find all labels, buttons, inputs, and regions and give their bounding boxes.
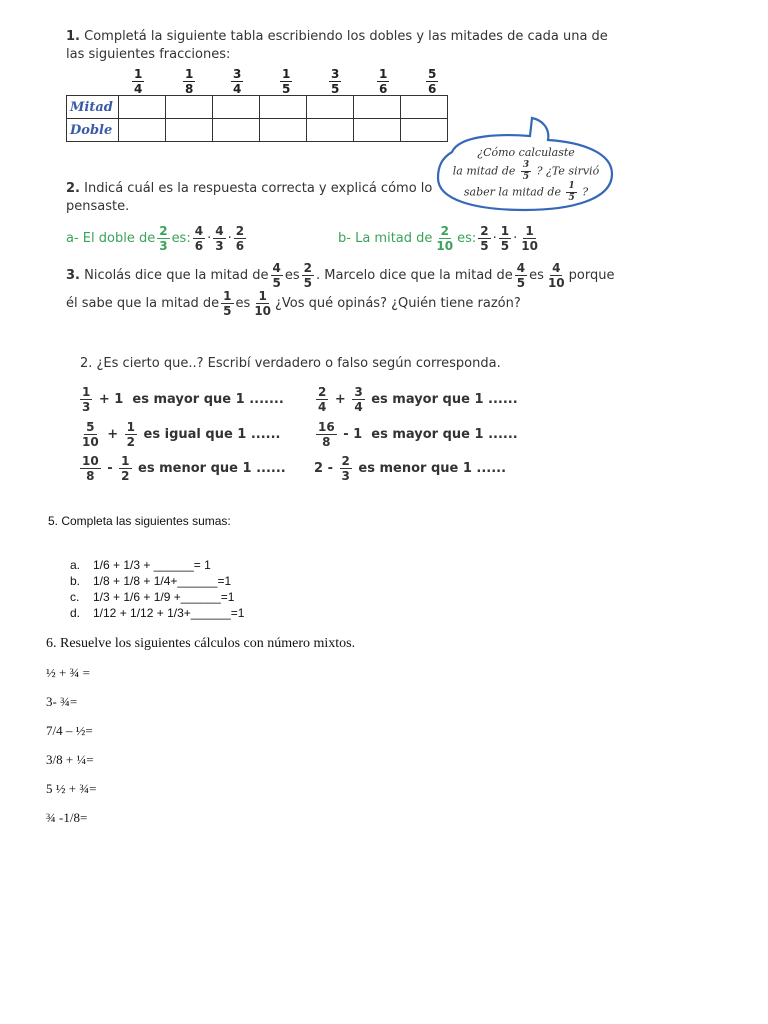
bubble-line-1: ¿Cómo calculaste (477, 146, 575, 159)
answer-cell[interactable] (213, 119, 260, 142)
fraction: $\frac{1}{8}$ (185, 67, 194, 96)
fraction: $\frac{1}{2}$ (126, 420, 136, 449)
fraction: $\frac{1}{2}$ (121, 454, 130, 483)
q3-line-2: él sabe que la mitad de $\frac{1}{5}$ es $\frac{1}{10}$ ¿Vos qué opinás? ¿Quién tiene razón? (66, 289, 521, 318)
true-false-item: $\frac{1}{3}$ + 1 es mayor que 1 ....... (82, 385, 284, 414)
bubble-line-3: saber la mitad de $\frac{1}{5}$ ? (463, 181, 589, 203)
fraction: $\frac{3}{4}$ (233, 67, 242, 96)
true-false-item: $\frac{5}{10}$ + $\frac{1}{2}$ es igual que 1 ...... (82, 420, 281, 449)
q4-title: 2. ¿Es cierto que..? Escribí verdadero o falso según corresponda. (80, 356, 501, 371)
q2-text: 2. Indicá cuál es la respuesta correcta y explicá cómo lo pensaste. (66, 181, 433, 214)
fraction: $\frac{1}{4}$ (134, 67, 143, 96)
q3-line-1: 3. Nicolás dice que la mitad de $\frac{4}{5}$ es $\frac{2}{5}$ . Marcelo dice que la mitad de $\frac{4}{5}$ es $\frac{4}{10}$ porque (66, 261, 615, 290)
q2-option-a: a- El doble de $\frac{2}{3}$ es: $\frac{4}{6}$ · $\frac{4}{3}$ · $\frac{2}{6}$ (66, 224, 245, 253)
list-item: 3- ¾= (46, 694, 78, 709)
fraction: $\frac{2}{4}$ (318, 385, 327, 414)
fraction: $\frac{5}{10}$ (82, 420, 99, 449)
fraction: $\frac{10}{8}$ (82, 454, 99, 483)
answer-cell[interactable] (260, 96, 307, 119)
list-item: 7/4 – ½= (46, 723, 93, 738)
true-false-item: $\frac{10}{8}$ - $\frac{1}{2}$ es menor que 1 ...... (82, 454, 286, 483)
table-row-doble (67, 119, 448, 142)
q1-table (66, 95, 448, 142)
answer-cell[interactable] (213, 96, 260, 119)
header-fraction (424, 68, 440, 95)
answer-cell[interactable] (260, 119, 307, 142)
fraction: $\frac{16}{8}$ (318, 420, 335, 449)
list-item: d. 1/12 + 1/12 + 1/3+______=1 (70, 606, 245, 620)
list-item: 3/8 + ¼= (46, 752, 94, 767)
row-label-mitad: Mitad (67, 96, 119, 119)
q1-text: 1. Completá la siguiente tabla escribiendo los dobles y las mitades de cada una de las siguientes fracciones: (66, 29, 608, 62)
list-item: ½ + ¾ = (46, 665, 90, 680)
header-fraction (229, 68, 245, 95)
fraction: $\frac{2}{3}$ (341, 454, 350, 483)
bubble-text (440, 144, 612, 203)
answer-cell[interactable] (166, 119, 213, 142)
header-fraction (130, 68, 146, 95)
true-false-item: $\frac{16}{8}$ - 1 es mayor que 1 ...... (318, 420, 518, 449)
fraction: $\frac{3}{4}$ (354, 385, 363, 414)
fraction: $\frac{3}{5}$ (331, 67, 340, 96)
row-label-doble: Doble (67, 119, 119, 142)
answer-cell[interactable] (119, 96, 166, 119)
header-fraction (327, 68, 343, 95)
q5-title: 5. Completa las siguientes sumas: (48, 514, 231, 528)
answer-cell[interactable] (119, 119, 166, 142)
fraction: $\frac{1}{6}$ (379, 67, 388, 96)
list-item: 5 ½ + ¾= (46, 781, 97, 796)
answer-cell[interactable] (307, 96, 354, 119)
list-item: b. 1/8 + 1/8 + 1/4+______=1 (70, 574, 232, 588)
answer-cell[interactable] (354, 96, 401, 119)
true-false-item: 2 - $\frac{2}{3}$ es menor que 1 ...... (314, 454, 507, 483)
fraction: $\frac{5}{6}$ (428, 67, 437, 96)
list-item: c. 1/3 + 1/6 + 1/9 +______=1 (70, 590, 235, 604)
fraction: $\frac{1}{3}$ (82, 385, 91, 414)
answer-cell[interactable] (166, 96, 213, 119)
true-false-item: $\frac{2}{4}$ + $\frac{3}{4}$ es mayor que 1 ...... (318, 385, 518, 414)
table-row-mitad (67, 96, 448, 119)
answer-cell[interactable] (354, 119, 401, 142)
list-item: a. 1/6 + 1/3 + ______= 1 (70, 558, 211, 572)
header-fraction (278, 68, 294, 95)
header-fraction (181, 68, 197, 95)
q2-option-b: b- La mitad de $\frac{2}{10}$ es: $\frac{2}{5}$ · $\frac{1}{5}$ · $\frac{1}{10}$ (338, 224, 538, 253)
fraction: $\frac{1}{5}$ (282, 67, 291, 96)
bubble-line-2: la mitad de $\frac{3}{5}$ ? ¿Te sirvió (452, 160, 600, 182)
header-fraction (375, 68, 391, 95)
q6-title: 6. Resuelve los siguientes cálculos con número mixtos. (46, 636, 356, 651)
list-item: ¾ -1/8= (46, 810, 88, 825)
answer-cell[interactable] (307, 119, 354, 142)
